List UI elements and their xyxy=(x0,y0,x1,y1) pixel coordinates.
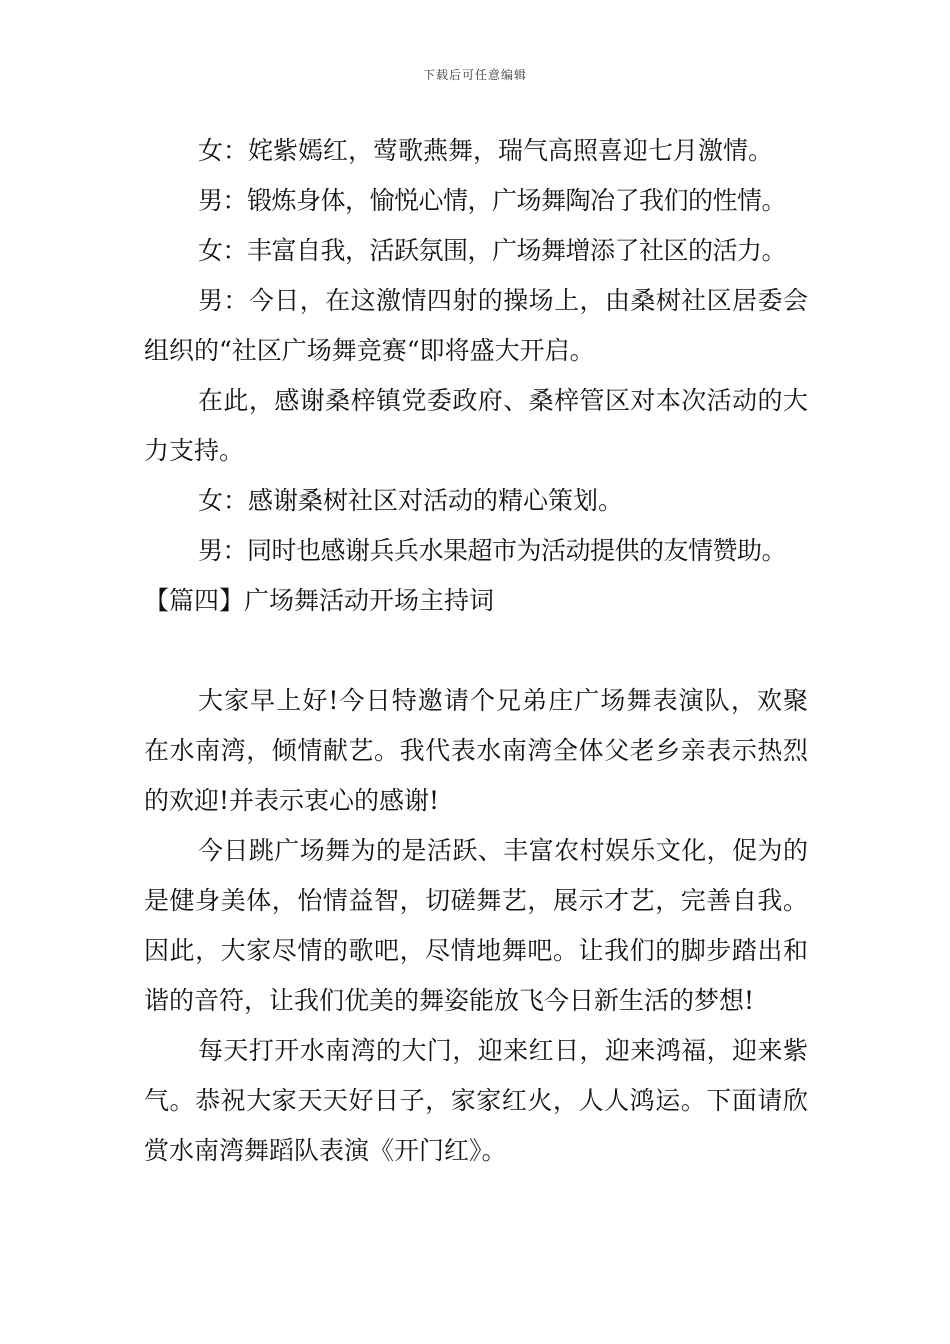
paragraph-opening-4: 男：今日，在这激情四射的操场上，由桑树社区居委会组织的“社区广场舞竞赛“即将盛大开启。 xyxy=(144,286,808,365)
paragraph-body-1: 大家早上好!今日特邀请个兄弟庄广场舞表演队，欢聚在水南湾，倾情献艺。我代表水南湾全体父老乡亲表示热烈的欢迎!并表示衷心的感谢! xyxy=(144,686,808,815)
section-title: 【篇四】广场舞活动开场主持词 xyxy=(144,586,495,615)
paragraph-opening-3: 女：丰富自我，活跃氛围，广场舞增添了社区的活力。 xyxy=(198,236,787,265)
paragraph-opening-5: 在此，感谢桑梓镇党委政府、桑梓管区对本次活动的大力支持。 xyxy=(144,386,808,465)
paragraph-opening-2: 男：锻炼身体，愉悦心情，广场舞陶冶了我们的性情。 xyxy=(198,186,787,215)
paragraph-body-3: 每天打开水南湾的大门，迎来红日，迎来鸿福，迎来紫气。恭祝大家天天好日子，家家红火，人人鸿运。下面请欣赏水南湾舞蹈队表演《开门红》。 xyxy=(144,1036,808,1165)
section-spacer xyxy=(144,626,808,676)
paragraph-body-2: 今日跳广场舞为的是活跃、丰富农村娱乐文化，促为的是健身美体，怡情益智，切磋舞艺，展示才艺，完善自我。因此，大家尽情的歌吧，尽情地舞吧。让我们的脚步踏出和谐的音符，让我们优美的舞姿能放飞今日新生活的梦想! xyxy=(144,836,808,1015)
document-body xyxy=(144,126,808,1176)
paragraph-opening-7: 男：同时也感谢兵兵水果超市为活动提供的友情赞助。 xyxy=(198,536,787,565)
header-note: 下载后可任意编辑 xyxy=(422,68,527,82)
paragraph-opening-1: 女：姹紫嫣红，莺歌燕舞，瑞气高照喜迎七月激情。 xyxy=(198,136,774,165)
paragraph-opening-6: 女：感谢桑树社区对活动的精心策划。 xyxy=(198,486,624,515)
